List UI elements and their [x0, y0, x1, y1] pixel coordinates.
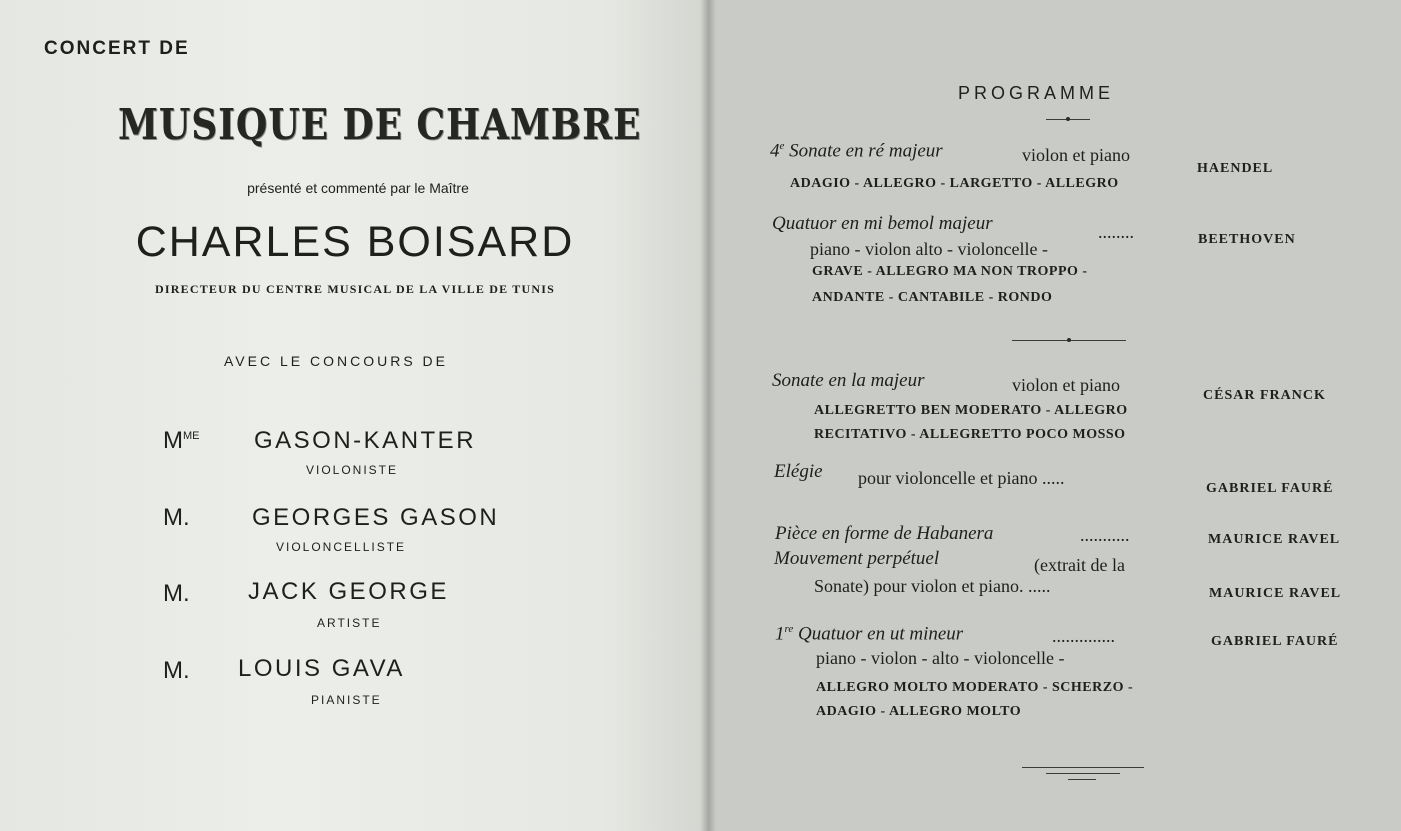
work-number: 1 — [775, 623, 785, 645]
performer-name: JACK GEORGE — [248, 578, 449, 605]
performer-title: M. — [163, 657, 190, 684]
movements-line: ADAGIO - ALLEGRO - LARGETTO - ALLEGRO — [790, 176, 1119, 191]
composer: MAURICE RAVEL — [1209, 586, 1342, 601]
work-instruments: piano - violon alto - violoncelle - — [810, 239, 1048, 259]
composer: GABRIEL FAURÉ — [1206, 481, 1334, 496]
performer-name: GASON-KANTER — [254, 427, 477, 454]
movements-line: GRAVE - ALLEGRO MA NON TROPPO - — [812, 264, 1088, 279]
work-name: Quatuor en mi bemol majeur — [772, 213, 993, 234]
performer-role: PIANISTE — [311, 693, 382, 707]
avec-concours-line: AVEC LE CONCOURS DE — [224, 353, 448, 369]
work-name: Mouvement perpétuel — [774, 548, 940, 569]
work-instruments: pour violoncelle et piano ..... — [858, 468, 1065, 488]
performer-title: M. — [163, 580, 190, 607]
performer-name: LOUIS GAVA — [238, 655, 405, 682]
composer: MAURICE RAVEL — [1208, 532, 1341, 547]
bottom-ornament-rule — [1022, 767, 1144, 768]
work-name: Sonate en ré majeur — [789, 140, 943, 162]
work-number-sup: re — [784, 623, 794, 635]
movements-line: RECITATIVO - ALLEGRETTO POCO MOSSO — [814, 427, 1126, 442]
presented-by-line: présenté et commenté par le Maître — [247, 180, 469, 196]
performer-title: M. — [163, 504, 190, 531]
movements-line: ADAGIO - ALLEGRO MOLTO — [816, 704, 1022, 719]
composer: GABRIEL FAURÉ — [1211, 634, 1339, 649]
work-instruments: violon et piano — [1022, 145, 1130, 165]
work-instruments-line2: Sonate) pour violon et piano. ..... — [814, 576, 1051, 596]
work-number-sup: e — [779, 140, 785, 152]
performer-role: VIOLONCELLISTE — [276, 540, 407, 554]
work-instruments: violon et piano — [1012, 375, 1120, 395]
dot-leader: .............. — [1052, 626, 1115, 646]
work-instruments: piano - violon - alto - violoncelle - — [816, 648, 1065, 668]
performer-title — [163, 427, 200, 455]
performer-name: GEORGES GASON — [252, 504, 500, 531]
performer-title-main: M — [163, 427, 183, 454]
movements-line: ALLEGRETTO BEN MODERATO - ALLEGRO — [814, 403, 1128, 418]
work-number: 4 — [770, 140, 780, 162]
dot-leader: ........... — [1080, 525, 1130, 545]
work-name: Pièce en forme de Habanera — [775, 523, 994, 544]
work-name: Elégie — [774, 461, 823, 482]
maitre-role: DIRECTEUR DU CENTRE MUSICAL DE LA VILLE DE TUNIS — [155, 282, 555, 296]
work-instruments: (extrait de la — [1034, 555, 1125, 575]
work-title — [775, 623, 963, 645]
work-name: Quatuor en ut mineur — [798, 623, 964, 645]
separator-dot — [1067, 338, 1071, 342]
concert-heading: CONCERT DE — [44, 38, 190, 59]
composer: CÉSAR FRANCK — [1203, 388, 1326, 403]
work-name: Sonate en la majeur — [772, 370, 925, 391]
book-gutter — [700, 0, 716, 831]
performer-role: ARTISTE — [317, 616, 382, 630]
bottom-ornament-rule — [1068, 779, 1096, 780]
maitre-name: CHARLES BOISARD — [135, 218, 575, 266]
work-title — [770, 140, 943, 162]
programme-heading: PROGRAMME — [958, 83, 1115, 103]
ornament-dot — [1066, 117, 1070, 121]
composer: BEETHOVEN — [1198, 232, 1296, 247]
bottom-ornament-rule — [1046, 773, 1120, 774]
dot-leader: ........ — [1098, 222, 1134, 242]
composer: HAENDEL — [1197, 161, 1274, 176]
performer-role: VIOLONISTE — [306, 463, 399, 477]
concert-title: MUSIQUE DE CHAMBRE — [118, 100, 642, 149]
movements-line: ANDANTE - CANTABILE - RONDO — [812, 290, 1053, 305]
performer-title-sup: ME — [183, 430, 200, 442]
movements-line: ALLEGRO MOLTO MODERATO - SCHERZO - — [816, 680, 1134, 695]
